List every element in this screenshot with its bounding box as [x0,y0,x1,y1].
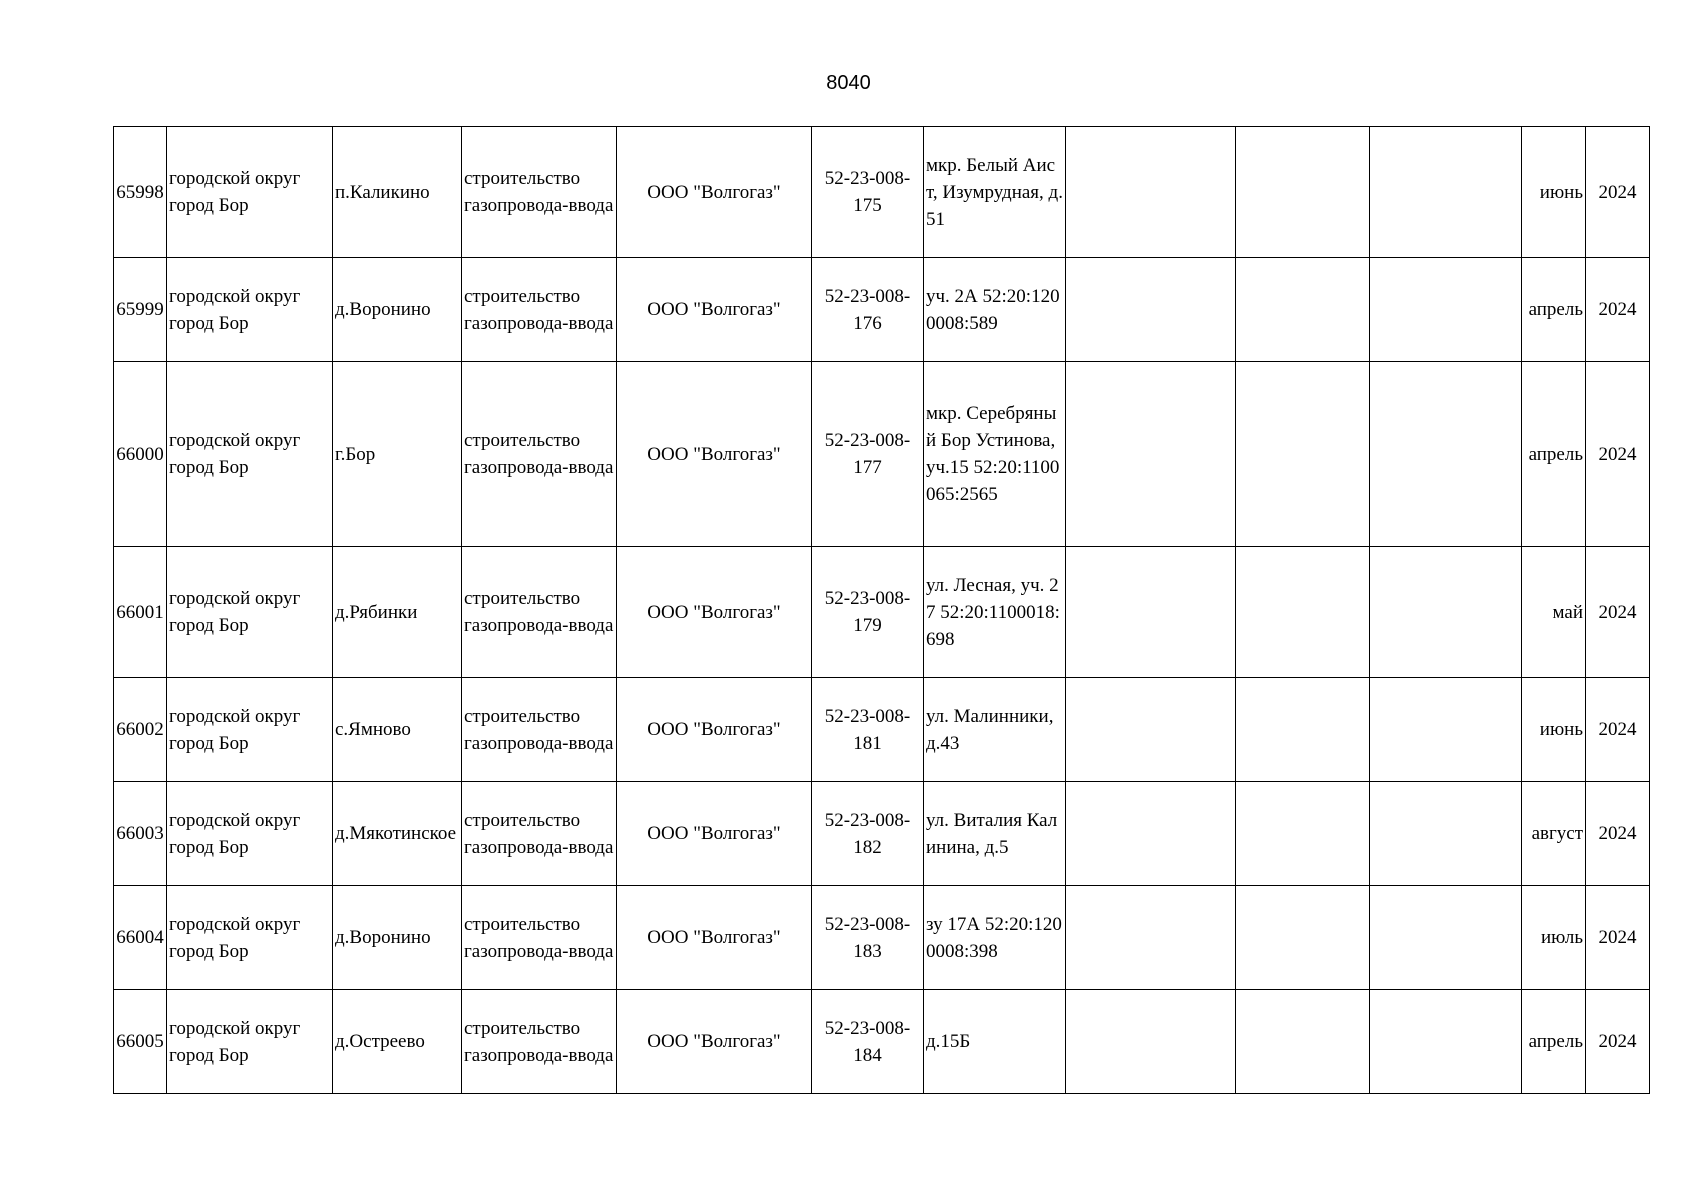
empty-cell [1066,127,1236,258]
organization-cell: ООО "Волгогаз" [617,990,812,1094]
row-number-cell: 66005 [114,990,167,1094]
organization-cell: ООО "Волгогаз" [617,127,812,258]
district-cell: городской округ город Бор [167,362,333,547]
settlement-cell: г.Бор [333,362,462,547]
empty-cell [1236,678,1370,782]
empty-cell [1370,990,1522,1094]
empty-cell [1370,258,1522,362]
row-number-cell: 66003 [114,782,167,886]
address-cell: зу 17А 52:20:1200008:398 [924,886,1066,990]
registry-table [113,126,1650,1094]
code-cell: 52-23-008-181 [812,678,924,782]
works-type-cell: строительство газопровода-ввода [462,990,617,1094]
empty-cell [1370,678,1522,782]
settlement-cell: д.Воронино [333,886,462,990]
table-row [114,258,1650,362]
code-cell: 52-23-008-179 [812,547,924,678]
district-cell: городской округ город Бор [167,990,333,1094]
empty-cell [1066,547,1236,678]
month-cell: июль [1522,886,1586,990]
address-cell: д.15Б [924,990,1066,1094]
month-cell: август [1522,782,1586,886]
row-number-cell: 65999 [114,258,167,362]
empty-cell [1066,886,1236,990]
table-row [114,886,1650,990]
empty-cell [1236,258,1370,362]
empty-cell [1370,547,1522,678]
address-cell: ул. Лесная, уч. 27 52:20:1100018:698 [924,547,1066,678]
works-type-cell: строительство газопровода-ввода [462,782,617,886]
organization-cell: ООО "Волгогаз" [617,886,812,990]
year-cell: 2024 [1586,782,1650,886]
organization-cell: ООО "Волгогаз" [617,547,812,678]
code-cell: 52-23-008-175 [812,127,924,258]
year-cell: 2024 [1586,990,1650,1094]
row-number-cell: 65998 [114,127,167,258]
code-cell: 52-23-008-183 [812,886,924,990]
table-row [114,127,1650,258]
table-row [114,678,1650,782]
empty-cell [1370,886,1522,990]
works-type-cell: строительство газопровода-ввода [462,678,617,782]
month-cell: июнь [1522,127,1586,258]
code-cell: 52-23-008-184 [812,990,924,1094]
table-row [114,990,1650,1094]
works-type-cell: строительство газопровода-ввода [462,258,617,362]
address-cell: ул. Малинники, д.43 [924,678,1066,782]
empty-cell [1236,990,1370,1094]
row-number-cell: 66000 [114,362,167,547]
works-type-cell: строительство газопровода-ввода [462,362,617,547]
works-type-cell: строительство газопровода-ввода [462,547,617,678]
month-cell: апрель [1522,258,1586,362]
organization-cell: ООО "Волгогаз" [617,782,812,886]
empty-cell [1066,678,1236,782]
address-cell: мкр. Белый Аист, Изумрудная, д.51 [924,127,1066,258]
table-row [114,362,1650,547]
month-cell: апрель [1522,990,1586,1094]
row-number-cell: 66004 [114,886,167,990]
district-cell: городской округ город Бор [167,886,333,990]
empty-cell [1066,258,1236,362]
organization-cell: ООО "Волгогаз" [617,258,812,362]
settlement-cell: д.Воронино [333,258,462,362]
code-cell: 52-23-008-177 [812,362,924,547]
empty-cell [1370,362,1522,547]
address-cell: мкр. Серебряный Бор Устинова, уч.15 52:20:1100065:2565 [924,362,1066,547]
month-cell: апрель [1522,362,1586,547]
settlement-cell: с.Ямново [333,678,462,782]
row-number-cell: 66002 [114,678,167,782]
table-row [114,547,1650,678]
empty-cell [1370,127,1522,258]
settlement-cell: п.Каликино [333,127,462,258]
page-number: 8040 [826,72,871,94]
organization-cell: ООО "Волгогаз" [617,362,812,547]
row-number-cell: 66001 [114,547,167,678]
settlement-cell: д.Остреево [333,990,462,1094]
works-type-cell: строительство газопровода-ввода [462,127,617,258]
district-cell: городской округ город Бор [167,678,333,782]
year-cell: 2024 [1586,886,1650,990]
district-cell: городской округ город Бор [167,547,333,678]
district-cell: городской округ город Бор [167,258,333,362]
address-cell: ул. Виталия Калинина, д.5 [924,782,1066,886]
empty-cell [1066,362,1236,547]
district-cell: городской округ город Бор [167,127,333,258]
month-cell: июнь [1522,678,1586,782]
year-cell: 2024 [1586,362,1650,547]
empty-cell [1066,782,1236,886]
table-row [114,782,1650,886]
year-cell: 2024 [1586,127,1650,258]
year-cell: 2024 [1586,547,1650,678]
empty-cell [1236,127,1370,258]
settlement-cell: д.Мякотинское [333,782,462,886]
works-type-cell: строительство газопровода-ввода [462,886,617,990]
year-cell: 2024 [1586,258,1650,362]
year-cell: 2024 [1586,678,1650,782]
empty-cell [1236,362,1370,547]
empty-cell [1370,782,1522,886]
settlement-cell: д.Рябинки [333,547,462,678]
empty-cell [1236,547,1370,678]
district-cell: городской округ город Бор [167,782,333,886]
empty-cell [1236,782,1370,886]
empty-cell [1066,990,1236,1094]
month-cell: май [1522,547,1586,678]
code-cell: 52-23-008-182 [812,782,924,886]
empty-cell [1236,886,1370,990]
organization-cell: ООО "Волгогаз" [617,678,812,782]
address-cell: уч. 2А 52:20:1200008:589 [924,258,1066,362]
code-cell: 52-23-008-176 [812,258,924,362]
